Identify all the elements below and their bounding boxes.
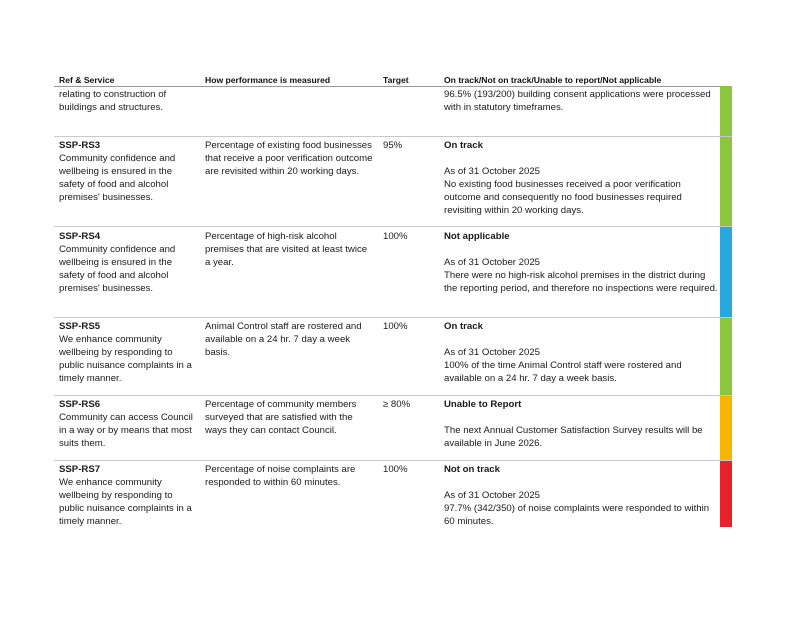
- ref-service-cell: [59, 230, 199, 295]
- status-detail: 100% of the time Animal Control staff were rostered and available on a 24 hr. 7 day a week basis.: [444, 360, 682, 384]
- status-title: Not applicable: [444, 231, 510, 242]
- ref-service-cell: [59, 88, 199, 114]
- row-divider: [54, 395, 732, 396]
- status-cell: [444, 320, 720, 385]
- status-cell: [444, 139, 720, 217]
- status-detail: 97.7% (342/350) of noise complaints were responded to within 60 minutes.: [444, 503, 710, 527]
- measure-cell: Animal Control staff are rostered and available on a 24 hr. 7 day a week basis.: [205, 321, 362, 358]
- ref-description: We enhance community wellbeing by responding to public nuisance complaints in a timely manner.: [59, 477, 192, 527]
- ref-code: SSP-RS5: [59, 321, 101, 332]
- target-cell: ≥ 80%: [383, 399, 411, 410]
- ref-service-cell: [59, 320, 199, 385]
- ref-code: SSP-RS6: [59, 399, 101, 410]
- status-detail: The next Annual Customer Satisfaction Survey results will be available in June 2026.: [444, 425, 703, 449]
- header-how-measured: How performance is measured: [205, 75, 331, 85]
- measure-cell: Percentage of existing food businesses that receive a poor verification outcome are revisited within 20 working days.: [205, 140, 373, 177]
- ref-code: SSP-RS7: [59, 464, 101, 475]
- status-title: Not on track: [444, 464, 500, 475]
- status-date: As of 31 October 2025: [444, 490, 540, 501]
- status-title: On track: [444, 321, 483, 332]
- status-cell: [444, 230, 720, 295]
- header-divider: [54, 86, 732, 87]
- table-row: [54, 139, 732, 226]
- ref-description: Community confidence and wellbeing is ensured in the safety of food and alcohol premises' businesses.: [59, 244, 176, 294]
- header-target: Target: [383, 75, 409, 85]
- table-row: [54, 320, 732, 395]
- status-detail: No existing food businesses received a poor verification outcome and consequently no food businesses required revisiting within 20 working days.: [444, 179, 682, 216]
- table-row: [54, 230, 732, 317]
- status-cell: [444, 88, 720, 114]
- ref-description: Community confidence and wellbeing is ensured in the safety of food and alcohol premises' businesses.: [59, 153, 176, 203]
- table-row: [54, 398, 732, 460]
- status-title: Unable to Report: [444, 399, 522, 410]
- ref-description: Community can access Council in a way or by means that most suits them.: [59, 412, 193, 449]
- target-cell: 95%: [383, 140, 403, 151]
- table-row: [54, 88, 732, 136]
- ref-description: relating to construction of buildings and structures.: [59, 89, 167, 113]
- ref-service-cell: [59, 398, 199, 450]
- row-divider: [54, 317, 732, 318]
- header-ref-service: Ref & Service: [59, 75, 115, 85]
- status-date: As of 31 October 2025: [444, 347, 540, 358]
- header-status: On track/Not on track/Unable to report/Not applicable: [444, 75, 662, 85]
- status-date: As of 31 October 2025: [444, 166, 540, 177]
- measure-cell: Percentage of high-risk alcohol premises that are visited at least twice a year.: [205, 231, 368, 268]
- status-cell: [444, 463, 720, 528]
- ref-code: SSP-RS4: [59, 231, 101, 242]
- row-divider: [54, 226, 732, 227]
- status-cell: [444, 398, 720, 450]
- row-divider: [54, 460, 732, 461]
- ref-service-cell: [59, 463, 199, 528]
- target-cell: 100%: [383, 231, 408, 242]
- ref-service-cell: [59, 139, 199, 204]
- status-title: On track: [444, 140, 483, 151]
- status-detail: 96.5% (193/200) building consent applications were processed with in statutory timeframes.: [444, 89, 711, 113]
- status-detail: There were no high-risk alcohol premises in the district during the reporting period, and therefore no inspections were required.: [444, 270, 718, 294]
- measure-cell: Percentage of noise complaints are responded to within 60 minutes.: [205, 464, 356, 488]
- table-row: [54, 463, 732, 529]
- row-divider: [54, 136, 732, 137]
- ref-description: We enhance community wellbeing by responding to public nuisance complaints in a timely manner.: [59, 334, 192, 384]
- measure-cell: Percentage of community members surveyed that are satisfied with the ways they can contact Council.: [205, 399, 357, 436]
- target-cell: 100%: [383, 464, 408, 475]
- target-cell: 100%: [383, 321, 408, 332]
- status-date: As of 31 October 2025: [444, 257, 540, 268]
- ref-code: SSP-RS3: [59, 140, 101, 151]
